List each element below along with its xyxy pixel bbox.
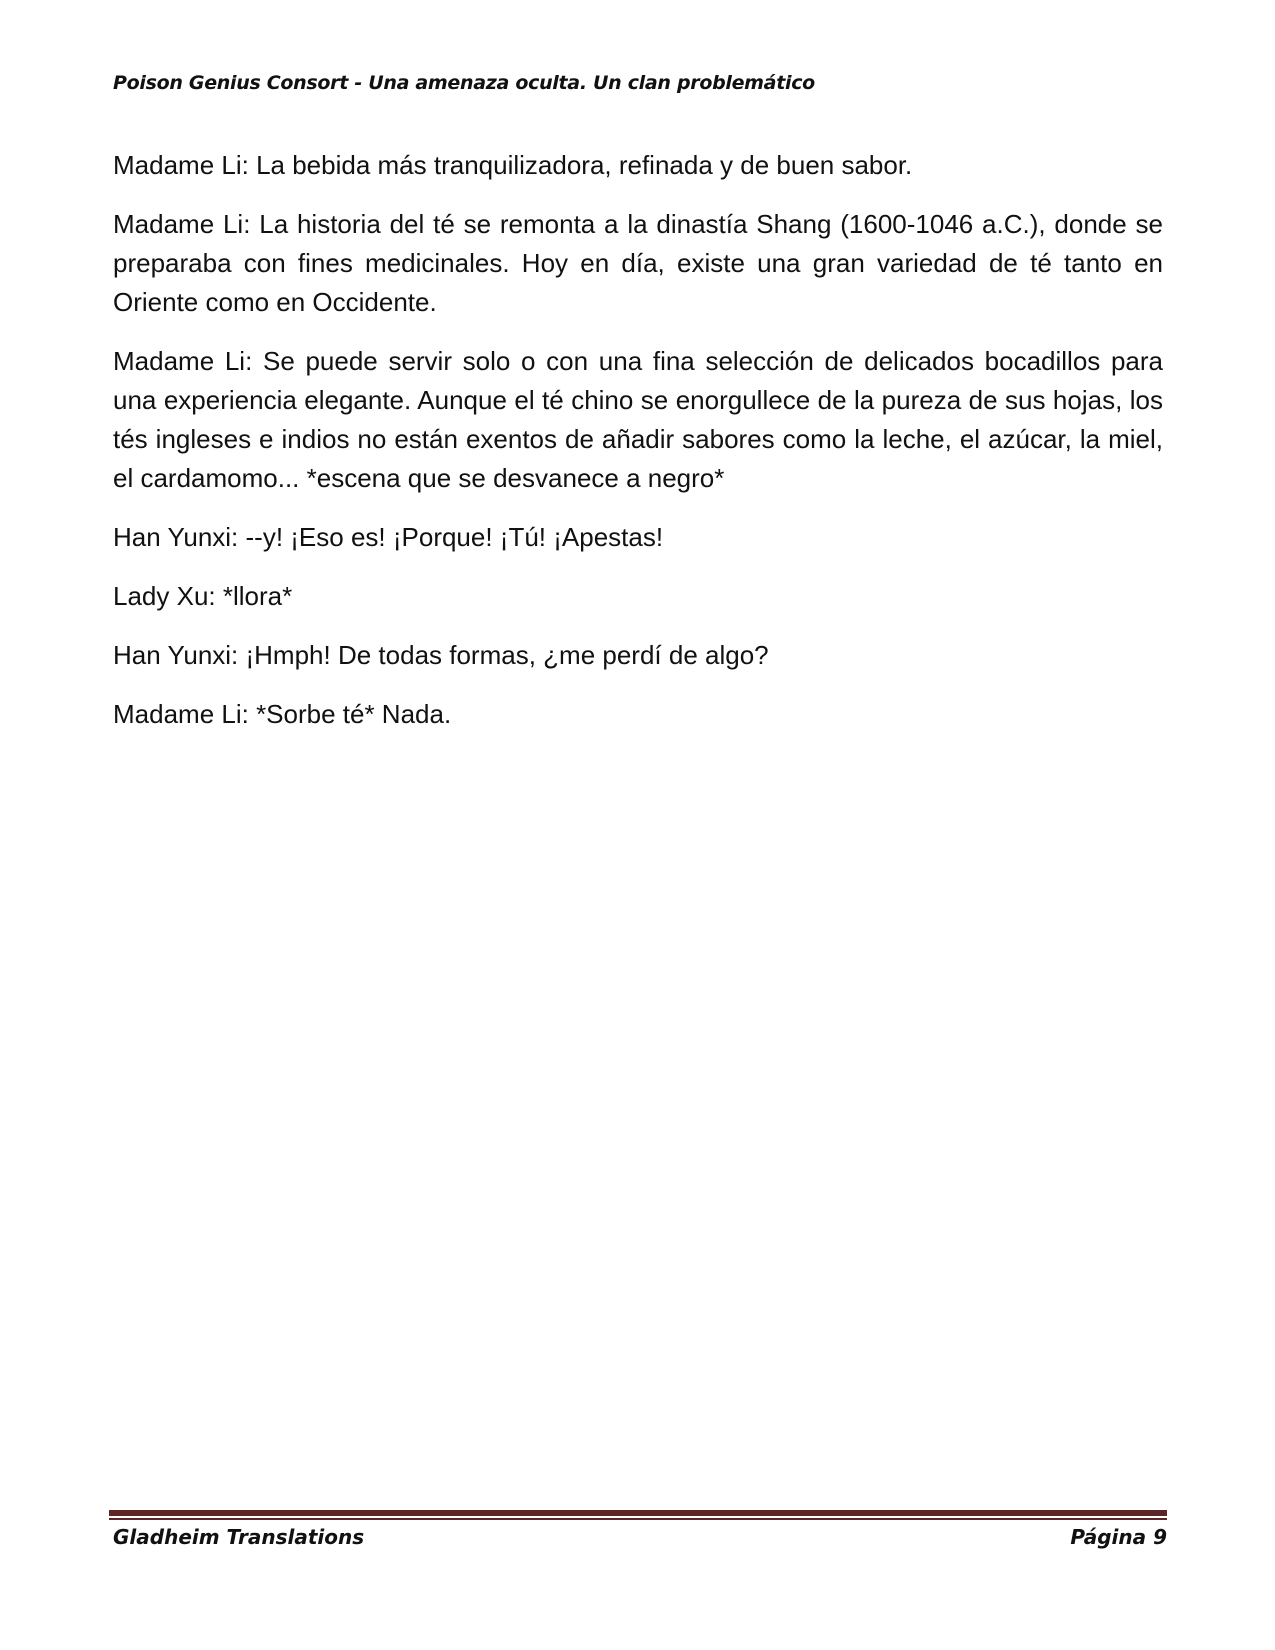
dialogue-paragraph: Madame Li: La historia del té se remonta a la dinastía Shang (1600-1046 a.C.), donde se preparaba con fines medicinales. Hoy en día, existe una gran variedad de té tanto en Oriente como en Occidente.: [113, 209, 1163, 317]
footer-page-number: Página 9: [1070, 1525, 1167, 1549]
footer-divider: [109, 1510, 1167, 1520]
document-body: [113, 146, 1163, 754]
footer-publisher: Gladheim Translations: [113, 1525, 365, 1549]
footer-divider-thin: [109, 1518, 1167, 1520]
page-header-title: Poison Genius Consort - Una amenaza oculta. Un clan problemático: [113, 72, 815, 94]
dialogue-paragraph: Lady Xu: *llora*: [113, 581, 293, 611]
dialogue-paragraph: Madame Li: La bebida más tranquilizadora, refinada y de buen sabor.: [113, 150, 913, 180]
dialogue-paragraph: Madame Li: *Sorbe té* Nada.: [113, 699, 452, 729]
dialogue-paragraph: Han Yunxi: --y! ¡Eso es! ¡Porque! ¡Tú! ¡Apestas!: [113, 522, 664, 552]
dialogue-paragraph: Han Yunxi: ¡Hmph! De todas formas, ¿me perdí de algo?: [113, 640, 769, 670]
dialogue-paragraph: Madame Li: Se puede servir solo o con una fina selección de delicados bocadillos para una experiencia elegante. Aunque el té chino se enorgullece de la pureza de sus hojas, los tés ingleses e indios no están exentos de añadir sabores como la leche, el azúcar, la miel, el cardamomo... *escena que se desvanece a negro*: [113, 346, 1163, 493]
